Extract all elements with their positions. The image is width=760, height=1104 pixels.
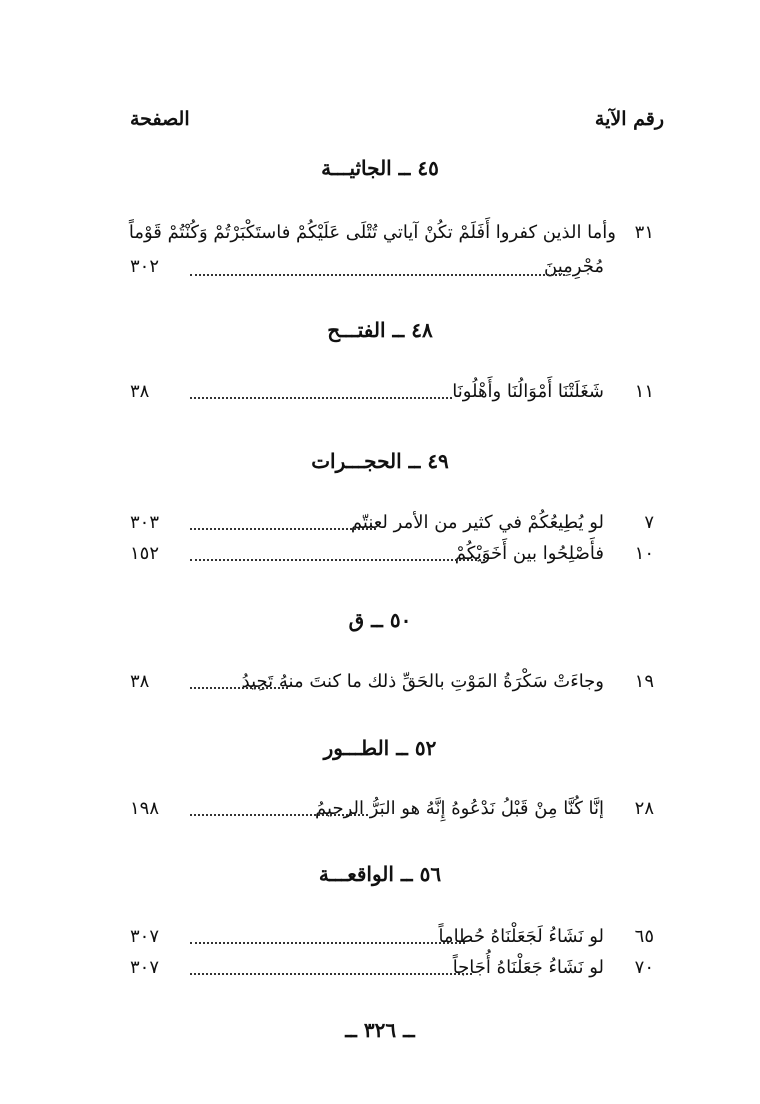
index-entry: [130, 926, 654, 954]
index-entry: [130, 957, 654, 985]
ayah-text: لو نَشَاءُ لَجَعَلْنَاهُ حُطاماً: [438, 926, 604, 947]
index-entry: [130, 671, 654, 699]
ayah-number: ٦٥: [634, 926, 654, 947]
page-ref: ٣٠٢: [130, 256, 160, 277]
ayah-number-column-header: رقم الآية: [594, 108, 664, 130]
ayah-text: إنَّا كُنَّا مِنْ قَبْلُ نَدْعُوهُ إِنَّهُ هو البَرُّ الرحيمُ: [315, 798, 604, 819]
ayah-number: ٧٠: [634, 957, 654, 978]
ayah-number: ٣١: [634, 222, 654, 243]
index-entry: [130, 512, 654, 540]
ayah-text: شَغَلَتْنَا أَمْوَالُنَا وأَهْلُونَا: [452, 381, 604, 402]
leader-dots: [190, 559, 485, 561]
page-ref: ٣٨: [130, 671, 150, 692]
surah-heading: ٥٠ ــ ق: [348, 608, 412, 632]
page-ref: ١٥٢: [130, 543, 160, 564]
surah-heading: ٥٢ ــ الطـــور: [323, 736, 437, 760]
page-ref: ٣٠٣: [130, 512, 160, 533]
leader-dots: [190, 274, 565, 276]
ayah-number: ٧: [644, 512, 654, 533]
ayah-number: ١٠: [634, 543, 654, 564]
page-number: ــ ٣٢٦ ــ: [345, 1018, 415, 1042]
surah-heading: ٥٦ ــ الواقعـــة: [318, 862, 442, 886]
ayah-number: ١١: [634, 381, 654, 402]
page-ref: ١٩٨: [130, 798, 160, 819]
ayah-text: لو يُطِيعُكُمْ في كثير من الأمر لعنتّم: [350, 512, 604, 533]
ayah-text: لو نَشَاءُ جَعَلْنَاهُ أُجَاجاً: [452, 957, 604, 978]
leader-dots: [190, 397, 452, 399]
index-entry: [130, 381, 654, 409]
leader-dots: [190, 973, 472, 975]
ayah-number: ٢٨: [634, 798, 654, 819]
index-entry: [130, 798, 654, 826]
leader-dots: [190, 528, 376, 530]
ayah-text-continued: مُجْرِمِينَ: [544, 256, 604, 277]
page-ref: ٣٠٧: [130, 957, 160, 978]
ayah-text: وأما الذين كفروا أَفَلَمْ تكُنْ آياتي تُتْلَى عَلَيْكُمْ فاستَكْبَرْتُمْ وَكُنْتُمْ قَوْماً: [128, 222, 616, 243]
leader-dots: [190, 942, 465, 944]
index-entry: [130, 543, 654, 571]
leader-dots: [190, 687, 288, 689]
surah-heading: ٤٩ ــ الحجـــرات: [311, 449, 449, 473]
ayah-number: ١٩: [634, 671, 654, 692]
index-entry: [130, 222, 654, 284]
page-ref: ٣٨: [130, 381, 150, 402]
surah-heading: ٤٥ ــ الجاثيـــة: [321, 156, 439, 180]
surah-heading: ٤٨ ــ الفتـــح: [327, 318, 433, 342]
leader-dots: [190, 814, 368, 816]
ayah-text: فأَصْلِحُوا بين أَخَوَيْكُمْ: [454, 543, 604, 564]
page-column-header: الصفحة: [130, 108, 190, 130]
page-ref: ٣٠٧: [130, 926, 160, 947]
ayah-text: وجاءَتْ سَكْرَةُ المَوْتِ بالحَقِّ ذلك ما كنتَ منهُ تَحِيدُ: [241, 671, 604, 692]
